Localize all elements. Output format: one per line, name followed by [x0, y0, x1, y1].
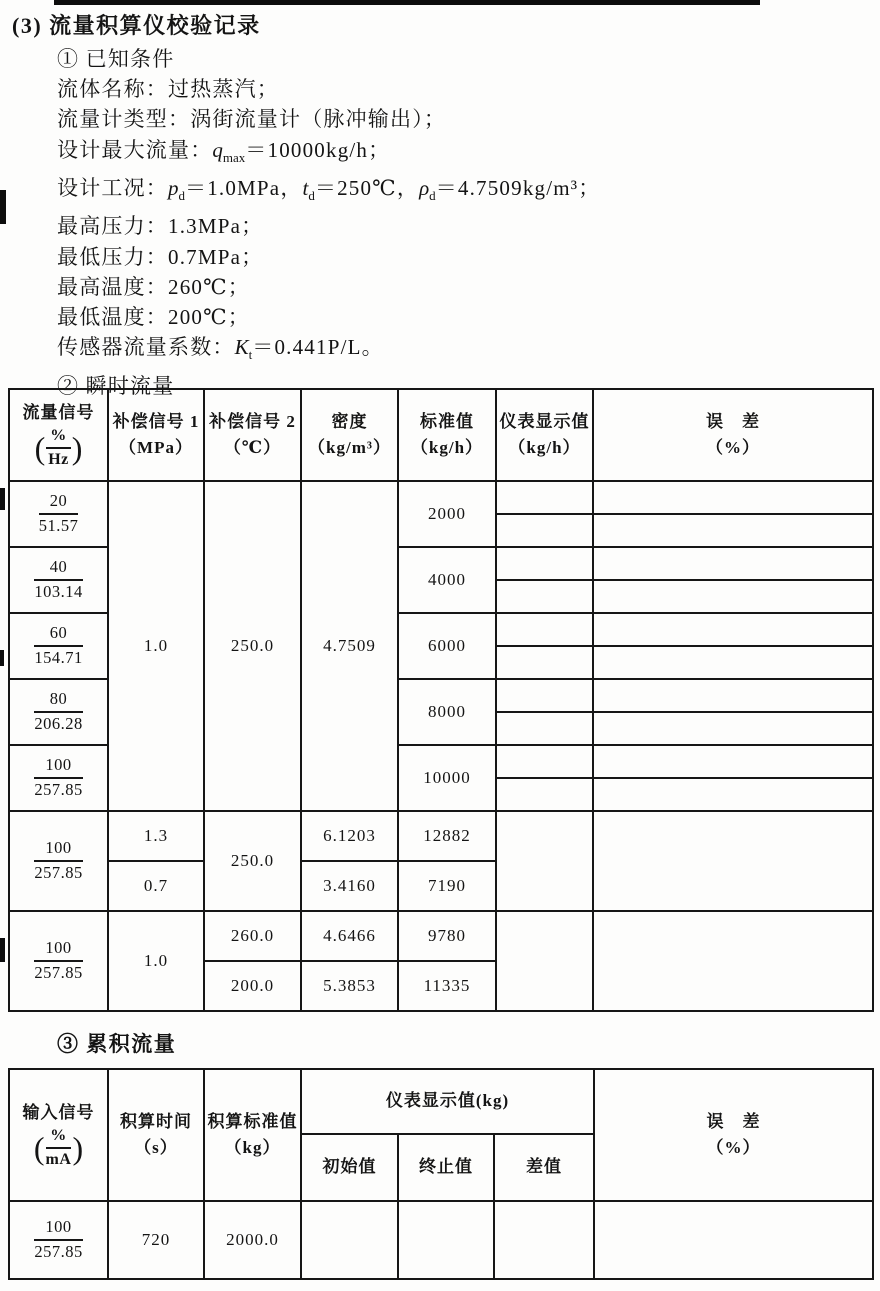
error-cell — [593, 514, 873, 547]
table1-header-row — [9, 389, 873, 481]
flow-fraction — [34, 689, 82, 734]
flow-signal-cell — [9, 911, 108, 1011]
comp1-cell: 1.0 — [108, 911, 204, 1011]
k-subscript: t — [248, 347, 253, 363]
display-value-cell — [496, 679, 593, 712]
col-header-standard-value — [398, 389, 496, 481]
header-label: 误 差 — [706, 1111, 761, 1131]
header-unit: （%） — [706, 1138, 761, 1157]
col-header-initial-value: 初始值 — [301, 1134, 398, 1201]
error-cell — [593, 646, 873, 679]
p-symbol: p — [168, 176, 179, 200]
display-value-cell — [496, 481, 593, 514]
display-value-cell — [496, 514, 593, 547]
section-heading-cumulative: ③ 累积流量 — [57, 1032, 177, 1056]
fraction-denominator: 154.71 — [34, 648, 83, 667]
fraction-denominator: 206.28 — [34, 714, 83, 733]
col-header-display-value — [496, 389, 593, 481]
label: 传感器流量系数： — [57, 335, 235, 360]
flow-fraction — [34, 623, 82, 668]
header-unit: （kg） — [224, 1138, 281, 1157]
standard-value-cell: 11335 — [398, 961, 496, 1011]
rho-subscript: d — [429, 188, 436, 204]
fraction-numerator: % — [46, 426, 71, 449]
fraction-denominator: 51.57 — [38, 516, 79, 535]
header-label: 仪表显示值 — [499, 411, 590, 431]
fraction-denominator: Hz — [48, 451, 69, 469]
min-temperature-line: 最低温度：200℃； — [57, 305, 250, 329]
col-header-error — [593, 389, 873, 481]
error-cell — [594, 1201, 873, 1279]
design-max-flow-line — [12, 135, 868, 173]
error-cell — [593, 547, 873, 580]
max-pressure-line: 最高压力：1.3MPa； — [57, 214, 264, 239]
t-value: ＝250℃， — [314, 176, 420, 200]
standard-value-cell: 10000 — [398, 745, 496, 811]
right-paren: ) — [72, 1130, 84, 1167]
error-cell — [593, 580, 873, 613]
fraction — [46, 1126, 72, 1170]
error-cell — [593, 613, 873, 646]
header-label: 补偿信号 2 — [209, 411, 296, 431]
header-label: 输入信号 — [22, 1102, 95, 1122]
comp2-cell: 260.0 — [204, 911, 301, 961]
fraction-numerator: 100 — [34, 938, 82, 962]
error-cell — [593, 745, 873, 778]
col-header-diff-value: 差值 — [494, 1134, 594, 1201]
fraction-numerator: % — [46, 1126, 72, 1149]
error-cell — [593, 712, 873, 745]
flow-signal-cell — [9, 613, 108, 679]
col-header-comp-signal-2 — [204, 389, 301, 481]
display-value-cell — [496, 911, 593, 1011]
display-value-cell — [496, 745, 593, 778]
instantaneous-flow-table — [8, 388, 874, 1012]
col-header-input-signal — [9, 1069, 108, 1201]
standard-value-cell: 7190 — [398, 861, 496, 911]
col-header-totalize-time — [108, 1069, 204, 1201]
header-label: 误 差 — [706, 411, 760, 431]
header-unit: （kg/h） — [508, 438, 581, 457]
flow-fraction — [34, 938, 82, 983]
fraction-numerator: 80 — [34, 689, 82, 713]
header-label: 密度 — [331, 411, 368, 431]
input-unit-fraction — [33, 1126, 84, 1170]
fraction-denominator: 257.85 — [34, 780, 83, 799]
flow-signal-cell — [9, 679, 108, 745]
error-cell — [593, 911, 873, 1011]
fraction-denominator: 257.85 — [34, 863, 83, 882]
input-signal-cell — [9, 1201, 108, 1279]
scan-artifact-edge — [0, 650, 4, 666]
display-value-cell — [496, 811, 593, 911]
meter-type-line: 流量计类型：涡街流量计（脉冲输出）； — [57, 107, 447, 132]
q-symbol: q — [212, 137, 223, 162]
fraction-numerator: 40 — [34, 557, 82, 581]
left-paren: ( — [34, 430, 46, 467]
error-cell — [593, 679, 873, 712]
max-temperature-line: 最高温度：260℃； — [57, 274, 250, 299]
k-symbol: K — [234, 335, 249, 360]
scan-artifact-edge — [0, 488, 5, 510]
table-row — [9, 481, 873, 514]
right-paren: ) — [71, 430, 83, 467]
value: ＝10000kg/h； — [245, 137, 391, 162]
fraction-numerator: 100 — [34, 755, 82, 779]
flow-fraction — [39, 491, 79, 536]
initial-value-cell — [301, 1201, 398, 1279]
density-cell: 4.7509 — [301, 481, 398, 811]
comp1-cell: 1.0 — [108, 481, 204, 811]
standard-value-cell: 9780 — [398, 911, 496, 961]
value: ＝0.441P/L。 — [252, 335, 384, 360]
totalize-standard-cell: 2000.0 — [204, 1201, 301, 1279]
col-header-comp-signal-1 — [108, 389, 204, 481]
standard-value-cell: 6000 — [398, 613, 496, 679]
fraction-numerator: 100 — [34, 838, 82, 862]
comp2-cell: 200.0 — [204, 961, 301, 1011]
left-paren: ( — [33, 1130, 45, 1167]
cumulative-flow-table — [8, 1068, 874, 1280]
display-value-cell — [496, 613, 593, 646]
col-header-error — [594, 1069, 873, 1201]
fraction-numerator: 60 — [34, 623, 82, 647]
known-conditions-block — [12, 8, 868, 401]
rho-symbol: ρ — [419, 176, 430, 200]
label: 设计工况： — [57, 176, 168, 200]
q-subscript: max — [222, 149, 246, 165]
fraction-denominator: 103.14 — [34, 582, 83, 601]
table-row — [9, 811, 873, 861]
display-value-cell — [496, 580, 593, 613]
comp1-cell: 0.7 — [108, 861, 204, 911]
section-heading-instant: ② 瞬时流量 — [57, 373, 175, 398]
display-value-cell — [496, 712, 593, 745]
header-unit: （%） — [706, 438, 760, 457]
header-label: 补偿信号 1 — [112, 411, 200, 431]
density-cell: 4.6466 — [301, 911, 398, 961]
fraction-denominator: 257.85 — [34, 1242, 83, 1261]
col-header-display-group: 仪表显示值(kg) — [301, 1069, 594, 1134]
display-value-cell — [496, 778, 593, 811]
header-label: 积算时间 — [120, 1111, 192, 1131]
col-header-totalize-standard — [204, 1069, 301, 1201]
standard-value-cell: 8000 — [398, 679, 496, 745]
scan-artifact-edge — [0, 190, 6, 224]
comp2-cell: 250.0 — [204, 811, 301, 911]
header-label: 流量信号 — [22, 402, 95, 422]
flow-fraction — [34, 838, 82, 883]
fraction-denominator: 257.85 — [34, 963, 83, 982]
label: 设计最大流量： — [57, 137, 213, 162]
display-value-cell — [496, 547, 593, 580]
page-title: (3) 流量积算仪校验记录 — [12, 13, 261, 38]
scan-artifact-edge — [0, 938, 5, 962]
error-cell — [593, 778, 873, 811]
table-row — [9, 1201, 873, 1279]
flow-signal-cell — [9, 745, 108, 811]
fluid-name-line: 流体名称：过热蒸汽； — [57, 77, 279, 102]
standard-value-cell: 12882 — [398, 811, 496, 861]
header-unit: （MPa） — [119, 438, 193, 457]
display-value-cell — [496, 646, 593, 679]
flow-fraction — [34, 557, 82, 602]
header-label: 标准值 — [420, 411, 474, 431]
t-symbol: t — [302, 176, 309, 200]
col-header-flow-signal — [9, 389, 108, 481]
standard-value-cell: 2000 — [398, 481, 496, 547]
comp2-cell: 250.0 — [204, 481, 301, 811]
density-cell: 5.3853 — [301, 961, 398, 1011]
table2-header-row-1 — [9, 1069, 873, 1134]
min-pressure-line: 最低压力：0.7MPa； — [57, 244, 264, 269]
density-cell: 6.1203 — [301, 811, 398, 861]
final-value-cell — [398, 1201, 494, 1279]
flow-unit-fraction — [34, 426, 84, 470]
comp1-cell: 1.3 — [108, 811, 204, 861]
p-value: ＝1.0MPa， — [185, 176, 303, 200]
p-subscript: d — [178, 188, 185, 204]
scan-artifact-top-bar — [54, 0, 760, 5]
flow-signal-cell — [9, 547, 108, 613]
density-cell: 3.4160 — [301, 861, 398, 911]
table-row — [9, 911, 873, 961]
fraction-numerator: 100 — [34, 1217, 82, 1241]
fraction-denominator: mA — [45, 1151, 72, 1169]
flow-signal-cell — [9, 811, 108, 911]
design-condition-line — [12, 173, 868, 211]
header-unit: （kg/h） — [410, 438, 484, 457]
rho-value: ＝4.7509kg/m³； — [435, 176, 601, 200]
error-cell — [593, 811, 873, 911]
diff-value-cell — [494, 1201, 594, 1279]
t-subscript: d — [308, 188, 315, 204]
header-unit: （℃） — [223, 438, 282, 457]
input-fraction — [34, 1217, 82, 1262]
header-unit: （kg/m³） — [308, 438, 391, 457]
col-header-density — [301, 389, 398, 481]
flow-signal-cell — [9, 481, 108, 547]
section-heading-known: ① 已知条件 — [57, 47, 175, 71]
fraction-numerator: 20 — [39, 491, 79, 515]
totalize-time-cell: 720 — [108, 1201, 204, 1279]
col-header-final-value: 终止值 — [398, 1134, 494, 1201]
k-factor-line — [12, 332, 868, 370]
flow-fraction — [34, 755, 82, 800]
header-label: 积算标准值 — [207, 1111, 298, 1131]
header-unit: （s） — [134, 1138, 178, 1157]
standard-value-cell: 4000 — [398, 547, 496, 613]
fraction — [46, 426, 71, 470]
error-cell — [593, 481, 873, 514]
